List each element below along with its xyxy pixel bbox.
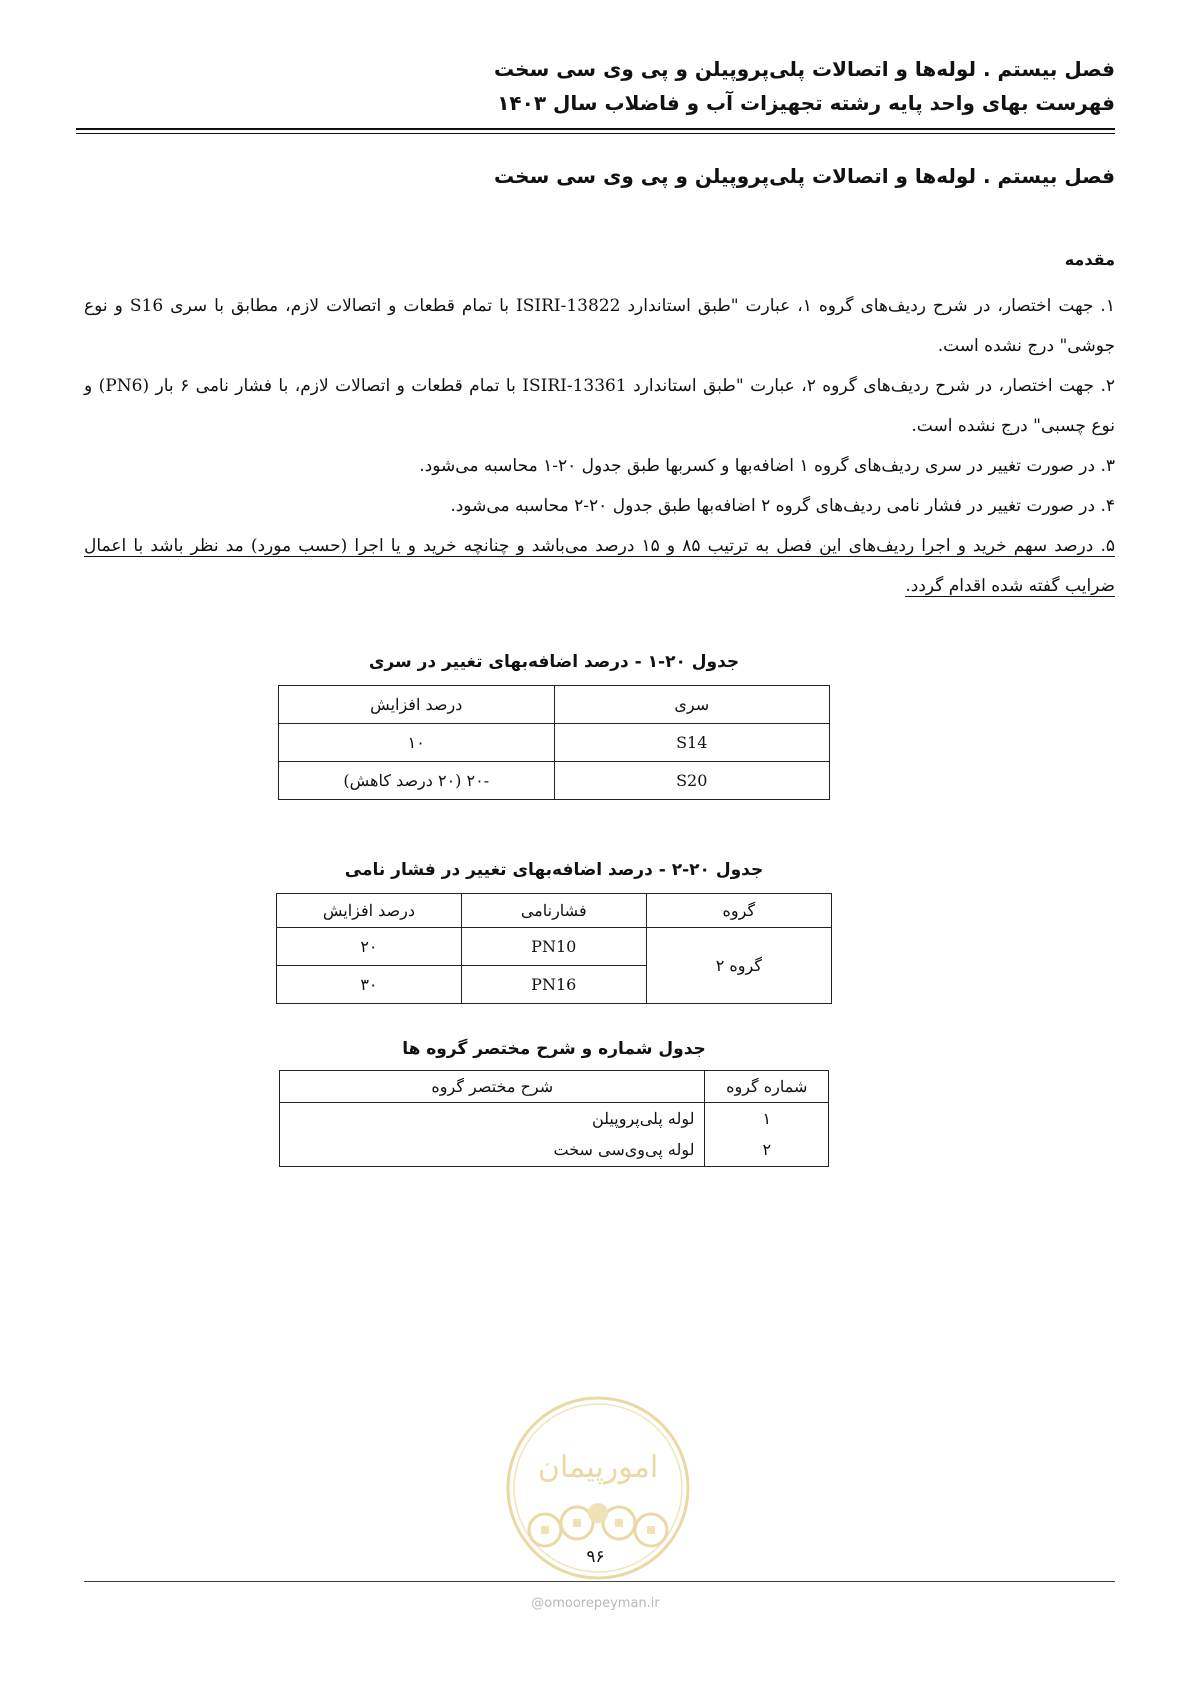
table-row xyxy=(280,1134,829,1167)
table1-header-percent: درصد افزایش xyxy=(279,686,555,724)
note-2: ۲. جهت اختصار، در شرح ردیف‌های گروه ۲، عبارت "طبق استاندارد ISIRI-13361 با تمام قطعات و اتصالات لازم، با فشار نامی ۶ بار (PN6) و نوع چسبی" درج نشده است. xyxy=(84,376,1116,436)
table3-cell-number: ۱ xyxy=(705,1103,829,1134)
table3-cell-number: ۲ xyxy=(705,1134,829,1167)
table2-header-group: گروه xyxy=(646,894,831,928)
table1-cell-percent: ۱۰ xyxy=(279,724,555,762)
footer-url: @omoorepeyman.ir xyxy=(531,1596,660,1611)
table1-cell-percent: -۲۰ (۲۰ درصد کاهش) xyxy=(279,762,555,800)
note-5-text: ۵. درصد سهم خرید و اجرا ردیف‌های این فصل به ترتیب ۸۵ و ۱۵ درصد می‌باشد و چنانچه خرید و یا اجرا (حسب مورد) مد نظر باشد با اعمال ضرایب گفته شده اقدام گردد. xyxy=(84,536,1115,596)
table1-header-series: سری xyxy=(554,686,830,724)
table2-cell-pressure: PN16 xyxy=(461,966,646,1004)
header-list-line: فهرست بهای واحد پایه رشته تجهیزات آب و فاضلاب سال ۱۴۰۳ xyxy=(497,91,1115,115)
header-rule-thin xyxy=(76,133,1115,134)
note-4: ۴. در صورت تغییر در فشار نامی ردیف‌های گروه ۲ اضافه‌بها طبق جدول ۲۰-۲ محاسبه می‌شود. xyxy=(450,496,1115,516)
table2-cell-percent: ۲۰ xyxy=(277,928,462,966)
table2-title: جدول ۲۰-۲ - درصد اضافه‌بهای تغییر در فشار نامی xyxy=(344,860,764,880)
table1-header-row xyxy=(279,686,830,724)
table-row xyxy=(279,762,830,800)
table2-cell-pressure: PN10 xyxy=(461,928,646,966)
table3-cell-description: لوله پی‌وی‌سی سخت xyxy=(280,1134,705,1167)
table1-cell-series: S14 xyxy=(554,724,830,762)
table3 xyxy=(279,1070,829,1167)
table3-cell-description: لوله پلی‌پروپیلن xyxy=(280,1103,705,1134)
table2-header-row xyxy=(277,894,832,928)
table3-title: جدول شماره و شرح مختصر گروه ها xyxy=(402,1039,706,1059)
note-3: ۳. در صورت تغییر در سری ردیف‌های گروه ۱ اضافه‌بها و کسربها طبق جدول ۲۰-۱ محاسبه می‌شود. xyxy=(419,456,1115,476)
table1 xyxy=(278,685,830,800)
table-row xyxy=(280,1103,829,1134)
footer-rule xyxy=(84,1581,1115,1582)
page-number: ۹۶ xyxy=(586,1547,605,1567)
table1-cell-series: S20 xyxy=(554,762,830,800)
page-header xyxy=(76,52,1115,120)
table2-cell-percent: ۳۰ xyxy=(277,966,462,1004)
note-5 xyxy=(84,526,1115,606)
note-1: ۱. جهت اختصار، در شرح ردیف‌های گروه ۱، عبارت "طبق استاندارد ISIRI-13822 با تمام قطعات و اتصالات لازم، مطابق با سری S16 و نوع جوشی" درج نشده است. xyxy=(84,296,1115,356)
table1-title: جدول ۲۰-۱ - درصد اضافه‌بهای تغییر در سری xyxy=(368,652,740,672)
header-rule-thick xyxy=(76,128,1115,130)
header-chapter-line: فصل بیستم . لوله‌ها و اتصالات پلی‌پروپیلن و پی وی سی سخت xyxy=(493,57,1115,81)
table2-header-pressure: فشارنامی xyxy=(461,894,646,928)
table3-header-description: شرح مختصر گروه xyxy=(280,1071,705,1103)
intro-notes xyxy=(84,286,1115,606)
table-row xyxy=(279,724,830,762)
intro-heading: مقدمه xyxy=(1064,250,1115,269)
table2 xyxy=(276,893,832,1004)
table3-header-row xyxy=(280,1071,829,1103)
table3-header-number: شماره گروه xyxy=(705,1071,829,1103)
table-row xyxy=(277,928,832,966)
table2-header-percent: درصد افزایش xyxy=(277,894,462,928)
chapter-title: فصل بیستم . لوله‌ها و اتصالات پلی‌پروپیلن و پی وی سی سخت xyxy=(493,164,1115,188)
watermark-text: امورپیمان xyxy=(537,1450,659,1485)
table2-cell-group: گروه ۲ xyxy=(646,928,831,1004)
